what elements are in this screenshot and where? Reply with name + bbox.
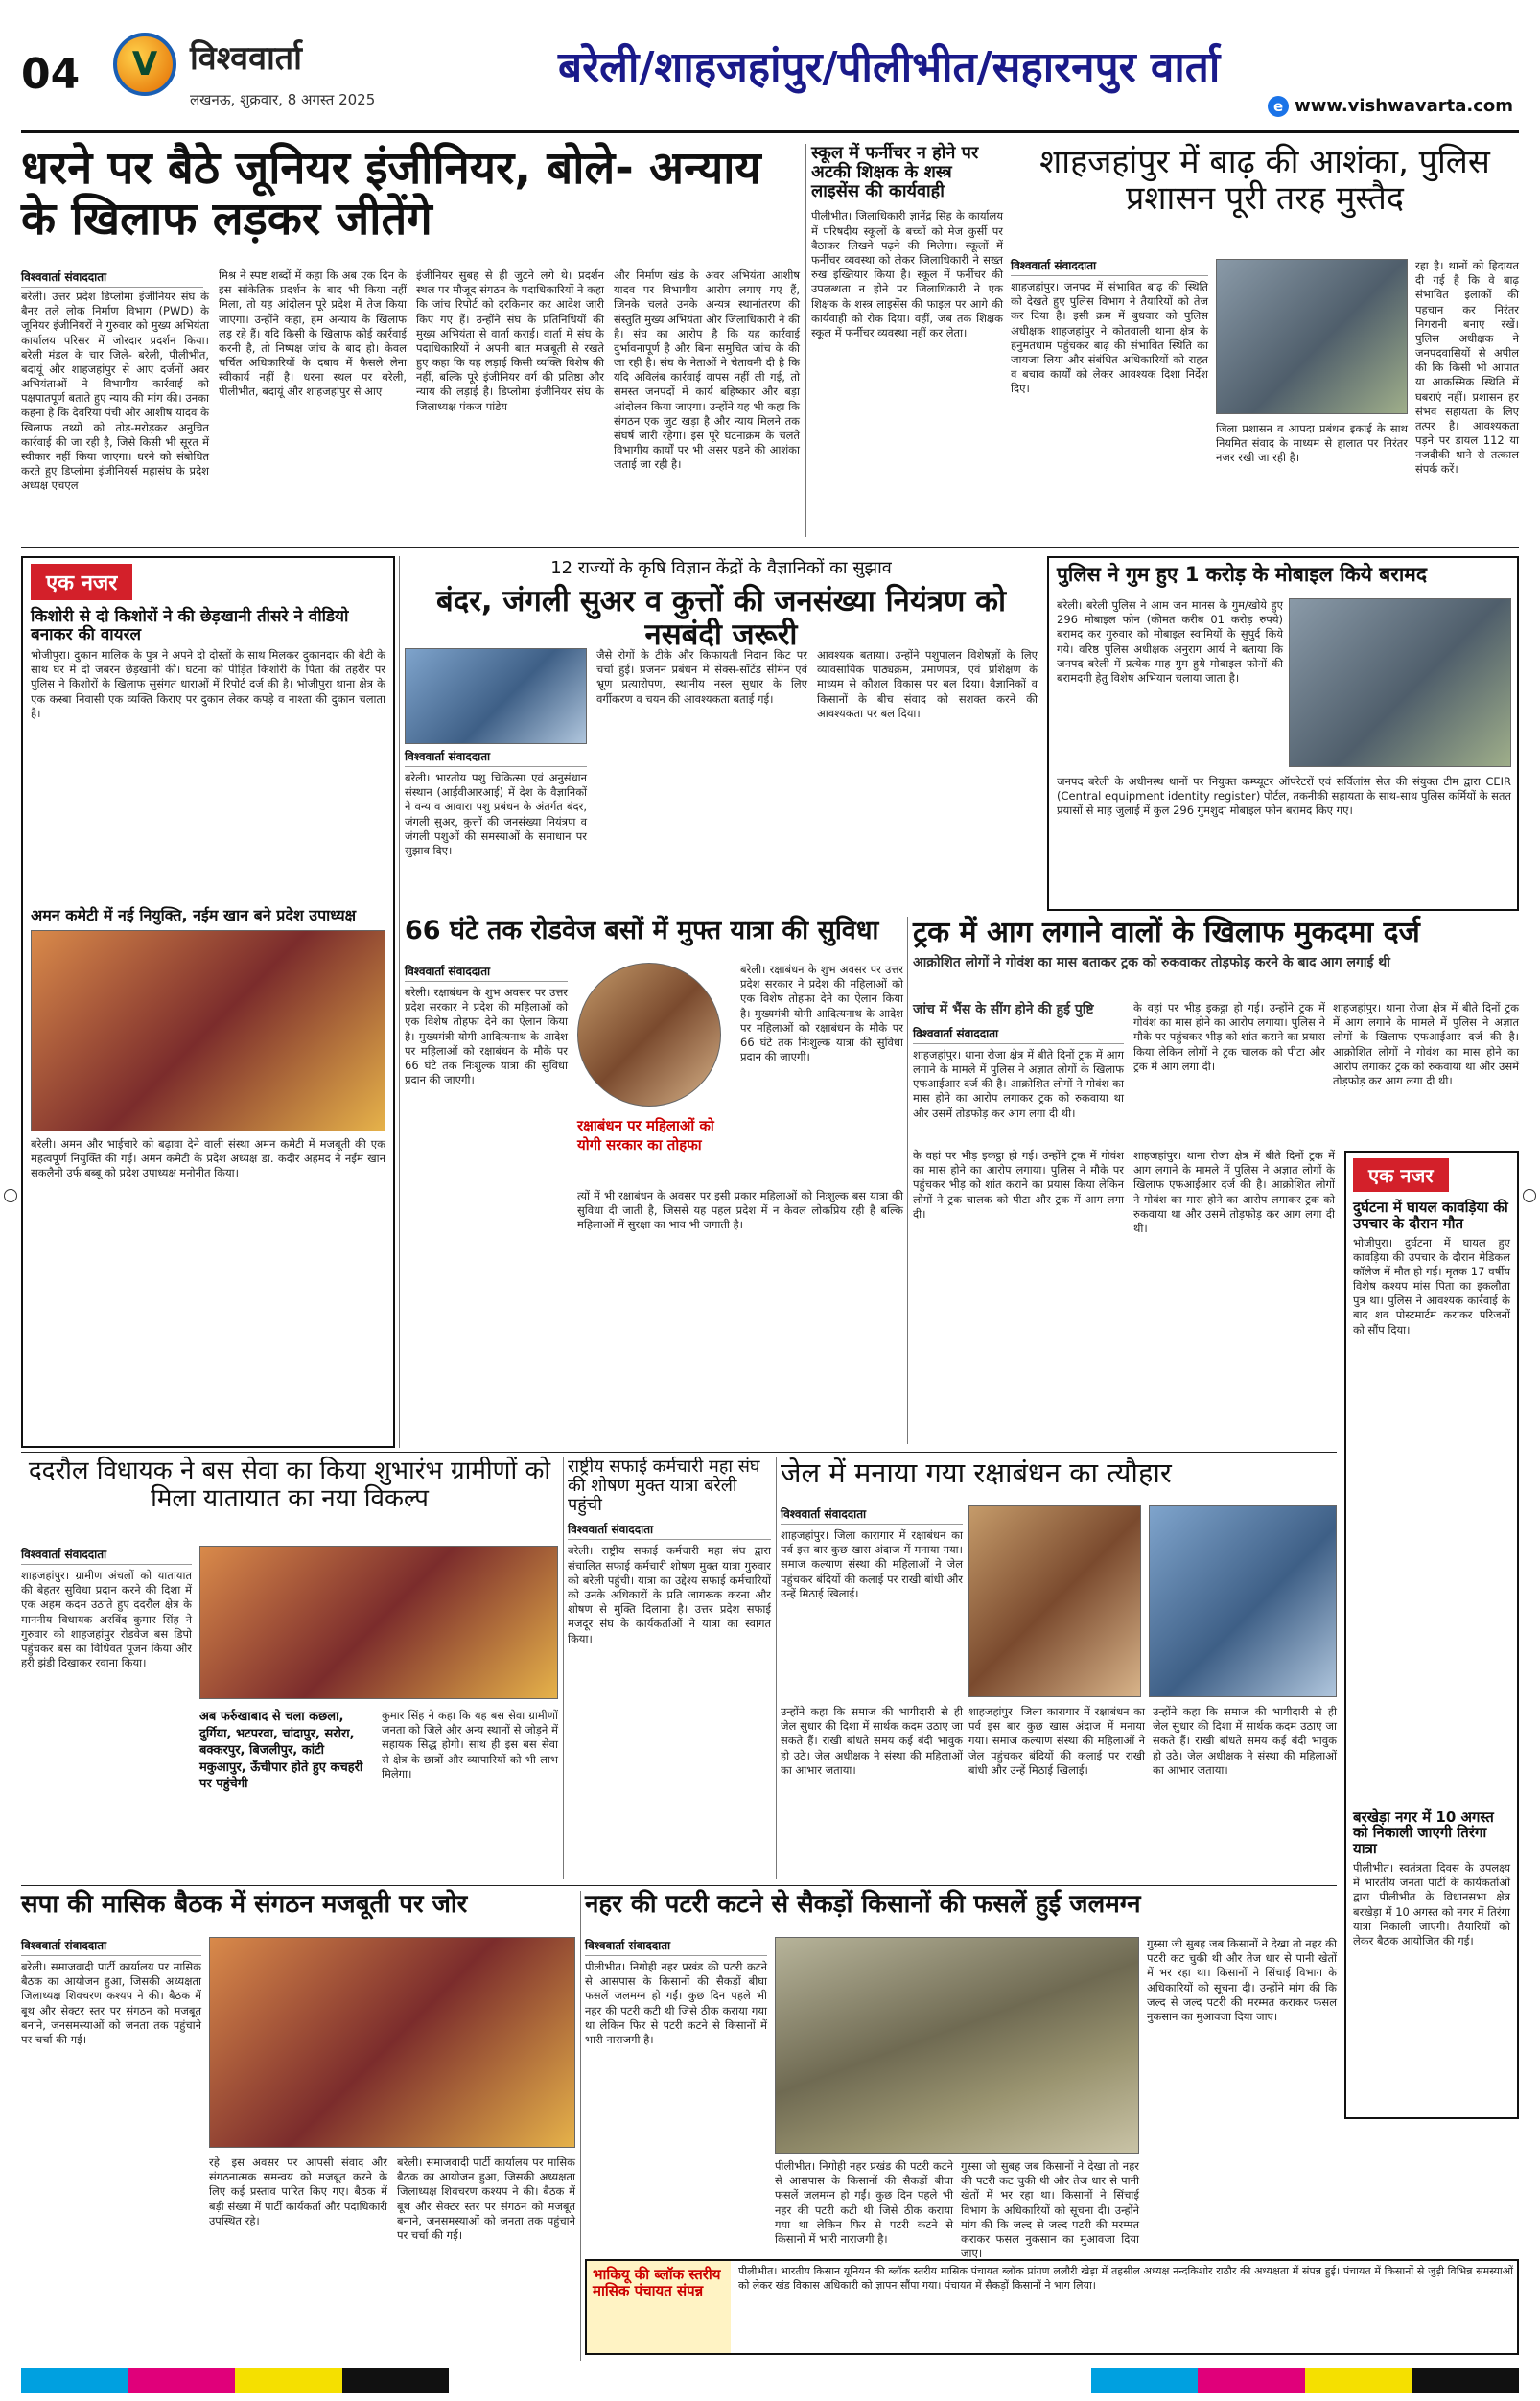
sapa-col-1: [21, 1937, 201, 2359]
safai-story: [568, 1457, 771, 1879]
edition-title: बरेली/शाहजहांपुर/पीलीभीत/सहारनपुर वार्ता: [558, 43, 1221, 92]
daddrol-photo: [199, 1546, 558, 1699]
column-rule: [399, 556, 400, 1448]
column-rule: [907, 917, 908, 1444]
sapa-headline: सपा की मासिक बैठक में संगठन मजबूती पर जोर: [21, 1890, 468, 1919]
truck-byline: विश्ववार्ता संवाददाता: [913, 1025, 1124, 1044]
bhakiyu-head-panel: [587, 2261, 731, 2353]
truck-body: शाहजहांपुर। थाना रोजा क्षेत्र में बीते दिनों ट्रक में आग लगाने के मामले में पुलिस ने अज्ञात लोगों के खिलाफ एफआईआर दर्ज की है। आक्रोशित लोगों ने गोवंश का मास होने का आरोप लगाकर ट्रक को रुकवाया था और उसमें तोड़फोड़ कर आग लगा दी थी।: [913, 1047, 1124, 1120]
ek-nazar-2-headline-2: बरखेड़ा नगर में 10 अगस्त को निकाली जाएगी तिरंगा यात्रा: [1353, 1807, 1494, 1858]
truck-body-4: के वहां पर भीड़ इकट्ठा हो गई। उन्होंने ट्रक में गोवंश का मास होने का आरोप लगाया। पुलिस ने मौके पर पहुंचकर भीड़ को शांत कराने का प्रयास किया लेकिन लोगों ने ट्रक चालक को पीटा और ट्रक में आग लगा दी।: [913, 1149, 1124, 1221]
daddrol-head: [21, 1457, 558, 1540]
kvk-byline: विश्ववार्ता संवाददाता: [405, 748, 587, 767]
jail-byline: विश्ववार्ता संवाददाता: [781, 1505, 963, 1525]
daddrol-body: शाहजहांपुर। ग्रामीण अंचलों को यातायात की बेहतर सुविधा प्रदान करने की दिशा में एक अहम कदम उठाते हुए ददरौल क्षेत्र के माननीय विधायक अरविंद कुमार सिंह ने गुरुवार को शाहजहांपुर रोडवेज बस डिपो पहुंचकर बस का विधिवत पूजन किया और हरी झंडी दिखाकर रवाना किया।: [21, 1569, 192, 1670]
roadways-headline: 66 घंटे तक रोडवेज बसों में मुफ्त यात्रा की सुविधा: [405, 916, 879, 945]
daddrol-story: [21, 1546, 558, 1881]
lead-col-4: और निर्माण खंड के अवर अभियंता आशीष यादव पर विभागीय आरोप लगाए गए हैं, जिनके चलते उनके अन्यत्र स्थानांतरण की संस्तुति मुख्य अभियंता और जिलाधिकारी ने की है। संघ का आरोप है कि यह कार्रवाई दुर्भावनापूर्ण है और बिना समुचित जांच के की जा रही है। संघ के नेताओं ने चेतावनी दी है कि यदि अविलंब कार्रवाई वापस नहीं ली गई, तो समस्त जनपदों में कार्य बहिष्कार और बड़ा आंदोलन किया जाएगा। उन्होंने यह भी कहा कि संगठन एक जुट खड़ा है और न्याय मिलने तक संघर्ष जारी रहेगा। इस पूरे घटनाक्रम के चलते विभागीय कार्यों पर भी असर पड़ने की आशंका जताई जा रही है।: [614, 268, 800, 472]
swatch-black: [342, 2368, 450, 2393]
sapa-story: [21, 1937, 575, 2359]
truck-story-top: [913, 1001, 1519, 1145]
swatch-magenta: [128, 2368, 236, 2393]
sapa-body-2: रहे। इस अवसर पर आपसी संवाद और संगठनात्मक समन्वय को मजबूत करने के लिए कई प्रस्ताव पारित किए गए। बैठक में बड़ी संख्या में पार्टी कार्यकर्ता और पदाधिकारी उपस्थित रहे।: [209, 2156, 387, 2227]
roadways-body-3: बरेली। रक्षाबंधन के शुभ अवसर पर उत्तर प्रदेश सरकार ने प्रदेश की महिलाओं को एक विशेष तोहफा देने का ऐलान किया है। मुख्यमंत्री योगी आदित्यनाथ के आदेश पर महिलाओं को रक्षाबंधन के मौके पर 66 घंटे तक निःशुल्क यात्रा की सुविधा प्रदान की जाएगी।: [740, 963, 903, 1064]
mobile-headline: पुलिस ने गुम हुए 1 करोड़ के मोबाइल किये बरामद: [1057, 563, 1427, 586]
canal-body-3: पीलीभीत। निगोही नहर प्रखंड की पटरी कटने से आसपास के किसानों की सैकड़ों बीघा फसलें जलमग्न हो गईं। कुछ दिन पहले भी नहर की पटरी कटी थी जिसे ठीक कराया गया था लेकिन फिर से पटरी कटने से किसानों में भारी नाराजगी है।: [775, 2159, 953, 2246]
registration-mark: [4, 1189, 17, 1202]
lead-byline: विश्ववार्ता संवाददाता: [21, 268, 203, 288]
flood-col-1: [1011, 257, 1208, 537]
canal-body-4: गुस्सा जी सुबह जब किसानों ने देखा तो नहर की पटरी कट चुकी थी और तेज धार से पानी खेतों में भर रहा था। किसानों ने सिंचाई विभाग के अधिकारियों को सूचना दी। उन्होंने मांग की कि जल्द से जल्द पटरी की मरम्मत कराकर फसल नुकसान का मुआवजा दिया जाए।: [961, 2159, 1139, 2261]
truck-headline: ट्रक में आग लगाने वालों के खिलाफ मुकदमा दर्ज: [913, 916, 1420, 949]
mobile-story-box: [1047, 556, 1519, 911]
mobile-body-1: बरेली। बरेली पुलिस ने आम जन मानस के गुम/खोये हुए 296 मोबाइल फोन (कीमत करीब 01 करोड़ रुपये) बरामद कर गुरुवार को मोबाइल स्वामियों के सुपुर्द किये गये। वरिष्ठ पुलिस अधीक्षक अनुराग आर्य ने बताया कि जनपद बरेली में प्रत्येक माह गुम हुये मोबाइल फोनों की बरामदगी हेतु विशेष अभियान चलाया जाता है।: [1057, 598, 1283, 685]
jail-photo-1: [968, 1505, 1141, 1697]
safai-headline: राष्ट्रीय सफाई कर्मचारी महा संघ की शोषण मुक्त यात्रा बरेली पहुंची: [568, 1457, 760, 1516]
kvk-head: [405, 556, 1038, 652]
masthead: [21, 13, 1519, 138]
registration-mark: [1523, 1189, 1536, 1202]
canal-head: [585, 1891, 1337, 1933]
kvk-col-1: [405, 748, 587, 907]
flood-body-3: रहा है। थानों को हिदायत दी गई है कि वे बाढ़ संभावित इलाकों की पहचान कर निरंतर निगरानी बनाए रखें। पुलिस अधीक्षक ने जनपदवासियों से अपील की कि किसी भी आपात या आकस्मिक स्थिति में घबराएं नहीं। प्रशासन हर संभव सहायता के लिए तत्पर है। आवश्यकता पड़ने पर डायल 112 या नजदीकी थाने से तत्काल संपर्क करें।: [1415, 259, 1519, 477]
swatch-yellow: [1305, 2368, 1412, 2393]
daddrol-headline: ददरौल विधायक ने बस सेवा का किया शुभारंभ ग्रामीणों को मिला यातायात का नया विकल्प: [28, 1457, 551, 1514]
jail-col-1: [781, 1505, 963, 1697]
swatch-cyan: [1091, 2368, 1199, 2393]
roadways-byline: विश्ववार्ता संवाददाता: [405, 963, 568, 982]
swatch-black: [1412, 2368, 1519, 2393]
canal-headline: नहर की पटरी कटने से सैकड़ों किसानों की फसलें हुई जलमग्न: [585, 1890, 1141, 1919]
swatch-cyan: [21, 2368, 128, 2393]
school-story: [811, 144, 1003, 537]
kvk-kicker: 12 राज्यों के कृषि विज्ञान केंद्रों के वैज्ञानिकों का सुझाव: [550, 558, 892, 578]
flood-body-2: जिला प्रशासन व आपदा प्रबंधन इकाई के साथ नियमित संवाद के माध्यम से हालात पर निरंतर नजर रखी जा रही है।: [1216, 422, 1408, 465]
jail-body-3: शाहजहांपुर। जिला कारागार में रक्षाबंधन का पर्व इस बार कुछ खास अंदाज में मनाया गया। समाज कल्याण संस्था की महिलाओं ने जेल पहुंचकर बंदियों की कलाई पर राखी बांधी और उन्हें मिठाई खिलाई।: [968, 1705, 1145, 1777]
truck-story-bottom: [913, 1149, 1335, 1442]
bhakiyu-box: [585, 2259, 1519, 2355]
truck-body-5: शाहजहांपुर। थाना रोजा क्षेत्र में बीते दिनों ट्रक में आग लगाने के मामले में पुलिस ने अज्ञात लोगों के खिलाफ एफआईआर दर्ज की है। आक्रोशित लोगों ने गोवंश का मास होने का आरोप लगाकर ट्रक को रुकवाया था और उसमें तोड़फोड़ कर आग लगा दी थी।: [1133, 1149, 1335, 1235]
truck-body-3: शाहजहांपुर। थाना रोजा क्षेत्र में बीते दिनों ट्रक में आग लगाने के मामले में पुलिस ने अज्ञात लोगों के खिलाफ एफआईआर दर्ज की है। आक्रोशित लोगों ने गोवंश का मास होने का आरोप लगाकर ट्रक को रुकवाया था और उसमें तोड़फोड़ कर आग लगा दी थी।: [1333, 1001, 1519, 1087]
divider: [21, 547, 1519, 548]
truck-kicker: आक्रोशित लोगों ने गोवंश का मास बताकर ट्रक को रुकवाकर तोड़फोड़ करने के बाद आग लगाई थी: [913, 954, 1390, 970]
flood-byline: विश्ववार्ता संवाददाता: [1011, 257, 1208, 276]
page-number: 04: [21, 50, 81, 99]
roadways-body-2: त्यों में भी रक्षाबंधन के अवसर पर इसी प्रकार महिलाओं को निःशुल्क बस यात्रा की सुविधा दी जाती है, जिससे यह पहल प्रदेश में न केवल लोकप्रिय रही है बल्कि महिलाओं में सुरक्षा का भाव भी जगाती है।: [577, 1189, 903, 1232]
daddrol-route-quote: अब फर्रुखाबाद से चला कछला, दुर्गिया, भटपरवा, चांदापुर, सरोरा, बक्करपुर, बिजलीपुर, कांटी मकुआपुर, ऊँचीपार होते हुए कचहरी पर पहुंचेगी: [199, 1710, 363, 1792]
canal-story: [585, 1937, 1337, 2261]
jail-photo-2: [1149, 1505, 1337, 1697]
kvk-story: [405, 648, 1038, 907]
globe-icon: e: [1268, 96, 1289, 117]
lead-col-1: बरेली। उत्तर प्रदेश डिप्लोमा इंजीनियर संघ के बैनर तले लोक निर्माण विभाग (PWD) के जूनियर इंजीनियरों ने गुरुवार को मुख्य अभियंता कार्यालय परिसर में जोरदार प्रदर्शन किया। बरेली मंडल के चार जिले- बरेली, पीलीभीत, बदायूं और शाहजहांपुर से आए दर्जनों अवर अभियंताओं ने विभागीय कार्रवाई को पक्षपातपूर्ण बताते हुए न्याय की मांग की। उनका कहना है कि देवरिया पंची और आशीष यादव के खिलाफ तथ्यों को तोड़-मरोड़कर अनुचित कार्रवाई की जा रही है, जिसे किसी भी सूरत में स्वीकार नहीं किया जाएगा। धरने को संबोधित करते हुए डिप्लोमा इंजीनियर्स महासंघ के प्रदेश अध्यक्ष एचएल: [21, 290, 209, 493]
ek-nazar-1-body-2: बरेली। अमन और भाईचारे को बढ़ावा देने वाली संस्था अमन कमेटी में मजबूती की एक महत्वपूर्ण नियुक्ति की गई। अमन कमेटी के प्रदेश अध्यक्ष डा. कदीर अहमद ने नईम खान सकलैनी उर्फ बब्बू को प्रदेश उपाध्यक्ष मनोनीत किया।: [31, 1136, 385, 1180]
truck-col-1: [913, 1001, 1124, 1145]
daddrol-byline: विश्ववार्ता संवाददाता: [21, 1546, 192, 1565]
flood-body-1: शाहजहांपुर। जनपद में संभावित बाढ़ की स्थिति को देखते हुए पुलिस विभाग ने तैयारियों को तेज कर दिया है। इसी क्रम में बुधवार को पुलिस अधीक्षक शाहजहांपुर ने कोतवाली थाना क्षेत्र के हनुमतधाम पहुंचकर बाढ़ की संभावित स्थिति का जायजा लिया और संबंधित अधिकारियों को राहत व बचाव कार्यों को लेकर आवश्यक दिशा निर्देश दिए।: [1011, 280, 1208, 396]
canal-body-2: गुस्सा जी सुबह जब किसानों ने देखा तो नहर की पटरी कट चुकी थी और तेज धार से पानी खेतों में भर रहा था। किसानों ने सिंचाई विभाग के अधिकारियों को सूचना दी। उन्होंने मांग की कि जल्द से जल्द पटरी की मरम्मत कराकर फसल नुकसान का मुआवजा दिया जाए।: [1147, 1937, 1337, 2023]
ek-nazar-tag-2: एक नजर: [1353, 1158, 1449, 1192]
bhakiyu-body: पीलीभीत। भारतीय किसान यूनियन की ब्लॉक स्तरीय मासिक पंचायत ब्लॉक प्रांगण ललौरी खेड़ा में तहसील अध्यक्ष नन्दकिशोर राठौर की अध्यक्षता में संपन्न हुई। पंचायत में किसानों से जुड़ी विभिन्न समस्याओं को लेकर खंड विकास अधिकारी को ज्ञापन सौंपा गया। पंचायत में सैकड़ों किसानों ने भाग लिया।: [738, 2265, 1513, 2292]
lead-col-2: मिश्र ने स्पष्ट शब्दों में कहा कि अब एक दिन के इस सांकेतिक प्रदर्शन के बाद भी किया नहीं मिला, तो यह आंदोलन पूरे प्रदेश में तेज किया जाएगा। उन्होंने कहा, हम अन्याय के खिलाफ लड़ रहे हैं। यदि किसी के खिलाफ कोई कार्रवाई करनी है, तो निष्पक्ष जांच के बाद हो। केवल चर्चित अधिकारियों के दबाव में फैसले लेना स्वीकार्य नहीं है। धरना स्थल पर बरेली, पीलीभीत, बदायूं और शाहजहांपुर से आए: [219, 268, 407, 399]
flood-headline-box: [1011, 144, 1519, 257]
safai-byline: विश्ववार्ता संवाददाता: [568, 1521, 771, 1540]
mobile-body-2: जनपद बरेली के अधीनस्थ थानों पर नियुक्त कम्प्यूटर ऑपरेटरों एवं सर्विलांस सेल की संयुक्त टीम द्वारा CEIR (Central equipment identity register) पोर्टल, तकनीकी सहायता के साथ-साथ पुलिस कर्मियों के सतत प्रयासों से माह जुलाई में कुल 296 गुमशुदा मोबाइल फोन बरामद किए गए।: [1057, 775, 1511, 818]
aman-committee-photo: [31, 930, 385, 1131]
roadways-head: [405, 917, 903, 955]
column-rule: [776, 1457, 777, 1879]
school-body: पीलीभीत। जिलाधिकारी ज्ञानेंद्र सिंह के कार्यालय में परिषदीय स्कूलों के बच्चों को मेज कुर्सी पर बैठाकर लिखने पढ़ने की मिलेगा। स्कूलों में फर्नीचर व्यवस्था को लेकर जिलाधिकारी ने सख्त रुख इख्तियार किया है। स्कूल में फर्नीचर की उपलब्धता न होने पर जिलाधिकारी ने एक शिक्षक के शस्त्र लाइसेंस की फाइल पर आगे की कार्यवाही को रोक दिया। वहीं, जब तक शिक्षक स्कूल में फर्नीचर व्यवस्था नहीं कर लेता।: [811, 209, 1003, 339]
divider: [21, 1452, 1337, 1453]
sapa-byline: विश्ववार्ता संवाददाता: [21, 1937, 201, 1956]
brand-name: विश्ववार्ता: [190, 39, 302, 78]
place-date: लखनऊ, शुक्रवार, 8 अगस्त 2025: [190, 91, 376, 108]
kvk-body-3: आवश्यक बताया। उन्होंने पशुपालन विशेषज्ञों के लिए व्यावसायिक पाठ्यक्रम, प्रमाणपत्र, एवं प्रशिक्षण के माध्यम से कौशल विकास पर बल दिया। वैज्ञानिकों व किसानों के बीच संवाद को सशक्त करने की आवश्यकता पर बल दिया।: [817, 648, 1038, 720]
kvk-headline: बंदर, जंगली सुअर व कुत्तों की जनसंख्या नियंत्रण को नसबंदी जरूरी: [436, 584, 1006, 652]
canal-body: पीलीभीत। निगोही नहर प्रखंड की पटरी कटने से आसपास के किसानों की सैकड़ों बीघा फसलें जलमग्न हो गईं। कुछ दिन पहले भी नहर की पटरी कटी थी जिसे ठीक कराया गया था लेकिन फिर से पटरी कटने से किसानों में भारी नाराजगी है।: [585, 1960, 767, 2046]
jail-headline: जेल में मनाया गया रक्षाबंधन का त्यौहार: [781, 1457, 1172, 1489]
swatch-yellow: [235, 2368, 342, 2393]
swatch-magenta: [1198, 2368, 1305, 2393]
ek-nazar-1-headline: किशोरी से दो किशोरों ने की छेड़खानी तीसरे ने वीडियो बनाकर की वायरल: [31, 607, 349, 645]
mobile-photo: [1289, 598, 1511, 767]
roadways-story: [405, 963, 903, 1442]
divider: [21, 1885, 1337, 1886]
canal-col-1: [585, 1937, 767, 2253]
ek-nazar-2-headline: दुर्घटना में घायल कावड़िया की उपचार के दौरान मौत: [1353, 1199, 1508, 1232]
ek-nazar-1-headline-2: अमन कमेटी में नई नियुक्ति, नईम खान बने प्रदेश उपाध्यक्ष: [31, 906, 357, 925]
truck-head: [913, 917, 1519, 995]
safai-body: बरेली। राष्ट्रीय सफाई कर्मचारी महा संघ द्वारा संचालित सफाई कर्मचारी शोषण मुक्त यात्रा गुरुवार को बरेली पहुंची। यात्रा का उद्देश्य सफाई कर्मचारियों को उनके अधिकारों के प्रति जागरूक करना और शोषण से मुक्ति दिलाना है। उत्तर प्रदेश सफाई मजदूर संघ के कार्यकर्ताओं ने यात्रा का स्वागत किया।: [568, 1544, 771, 1645]
lead-headline-box: [21, 144, 800, 259]
header-rule: [21, 130, 1519, 133]
sapa-photo: [209, 1937, 575, 2148]
flood-headline: शाहजहांपुर में बाढ़ की आशंका, पुलिस प्रशासन पूरी तरह मुस्तैद: [1039, 143, 1490, 219]
daddrol-col-1: [21, 1546, 192, 1881]
roadways-pull-quote: रक्षाबंधन पर महिलाओं को योगी सरकार का तोहफा: [577, 1117, 714, 1154]
roadways-col-1: [405, 963, 568, 1442]
truck-side-note: जांच में भैंस के सींग होने की हुई पुष्टि: [913, 1002, 1094, 1017]
kvk-photo: [405, 648, 587, 744]
kvk-body-2: जैसे रोगों के टीके और किफायती निदान किट पर चर्चा हुई। प्रजनन प्रबंधन में सेक्स-सॉर्टेड सीमेन एवं भ्रूण प्रत्यारोपण, स्थानीय नस्ल सुधार के लिए वर्गीकरण व चयन की आवश्यकता बताई गई।: [596, 648, 807, 706]
roadways-body: बरेली। रक्षाबंधन के शुभ अवसर पर उत्तर प्रदेश सरकार ने प्रदेश की महिलाओं को एक विशेष तोहफा देने का ऐलान किया है। मुख्यमंत्री योगी आदित्यनाथ के आदेश पर महिलाओं को रक्षाबंधन के मौके पर 66 घंटे तक निःशुल्क यात्रा की सुविधा प्रदान की जाएगी।: [405, 986, 568, 1087]
truck-body-2: के वहां पर भीड़ इकट्ठा हो गई। उन्होंने ट्रक में गोवंश का मास होने का आरोप लगाया। पुलिस ने मौके पर पहुंचकर भीड़ को शांत कराने का प्रयास किया लेकिन लोगों ने ट्रक चालक को पीटा और ट्रक में आग लगा दी।: [1133, 1001, 1325, 1073]
website-link[interactable]: [1268, 96, 1513, 117]
color-bar: [21, 2368, 1519, 2393]
flood-photo: [1216, 259, 1408, 414]
ek-nazar-2-body-2: पीलीभीत। स्वतंत्रता दिवस के उपलक्ष्य में भारतीय जनता पार्टी के कार्यकर्ताओं द्वारा पीलीभीत के विधानसभा क्षेत्र बरखेड़ा में 10 अगस्त को नगर में तिरंगा यात्रा निकाली जाएगी। तैयारियों को लेकर बैठक आयोजित की गई।: [1353, 1860, 1510, 1947]
column-rule: [805, 144, 806, 537]
column-rule: [563, 1457, 564, 1879]
lead-col-3: इंजीनियर सुबह से ही जुटने लगे थे। प्रदर्शन स्थल पर मौजूद संगठन के पदाधिकारियों ने कहा कि जांच रिपोर्ट को दरकिनार कर आदेश जारी किए गए हैं। उन्होंने संघ के प्रतिनिधियों की मुख्य अभियंता से वार्ता कराई। वार्ता में संघ के पदाधिकारियों ने अपनी बात मजबूती से रखते हुए कहा कि यह लड़ाई किसी व्यक्ति विशेष की नहीं, बल्कि पूरे इंजीनियर वर्ग की प्रतिष्ठा और न्याय की लड़ाई है। डिप्लोमा इंजीनियर संघ के जिलाध्यक्ष पंकज पांडेय: [416, 268, 604, 413]
jail-body-2: उन्होंने कहा कि समाज की भागीदारी से ही जेल सुधार की दिशा में सार्थक कदम उठाए जा सकते हैं। राखी बांधते समय कई बंदी भावुक हो उठे। जेल अधीक्षक ने संस्था की महिलाओं का आभार जताया।: [781, 1705, 963, 1777]
column-rule: [580, 1891, 581, 2361]
jail-head: [781, 1457, 1337, 1500]
ek-nazar-1-body: भोजीपुरा। दुकान मालिक के पुत्र ने अपने दो दोस्तों के साथ मिलकर दुकानदार की बेटी के साथ घर में दो जबरन छेड़खानी की। घटना को पीड़ित किशोरी के पिता की तहरीर पर पुलिस ने किशोरों के खिलाफ सुसंगत धाराओं में रिपोर्ट दर्ज की है। भोजीपुरा थाना क्षेत्र के एक कस्बा निवासी एक व्यक्ति किराए पर दुकान लेकर कपड़े व नाश्ता की दुकान चलाता है।: [31, 648, 385, 720]
kvk-body-1: बरेली। भारतीय पशु चिकित्सा एवं अनुसंधान संस्थान (आईवीआरआई) में देश के वैज्ञानिकों ने वन्य व आवारा पशु प्रबंधन के अंतर्गत बंदर, जंगली सुअर, कुत्तों की जनसंख्या नियंत्रण व जंगली पशुओं की समस्याओं के समाधान पर सुझाव दिए।: [405, 771, 587, 857]
jail-body: शाहजहांपुर। जिला कारागार में रक्षाबंधन का पर्व इस बार कुछ खास अंदाज में मनाया गया। समाज कल्याण संस्था की महिलाओं ने जेल पहुंचकर बंदियों की कलाई पर राखी बांधी और उन्हें मिठाई खिलाई।: [781, 1528, 963, 1600]
logo-emblem: V: [113, 33, 176, 96]
jail-body-4: उन्होंने कहा कि समाज की भागीदारी से ही जेल सुधार की दिशा में सार्थक कदम उठाए जा सकते हैं। राखी बांधते समय कई बंदी भावुक हो उठे। जेल अधीक्षक ने संस्था की महिलाओं का आभार जताया।: [1153, 1705, 1337, 1777]
bhakiyu-headline: भाकियू की ब्लॉक स्तरीय मासिक पंचायत संपन्न: [593, 2266, 721, 2299]
lead-headline: धरने पर बैठे जूनियर इंजीनियर, बोले- अन्याय के खिलाफ लड़कर जीतेंगे: [21, 142, 761, 245]
canal-byline: विश्ववार्ता संवाददाता: [585, 1937, 767, 1956]
ek-nazar-box-1: [21, 556, 395, 1448]
lead-story: [21, 268, 800, 537]
ek-nazar-tag-1: एक नजर: [31, 564, 132, 600]
ek-nazar-box-2: [1344, 1151, 1519, 2119]
yogi-portrait: [577, 963, 721, 1107]
canal-photo: [775, 1937, 1139, 2154]
jail-story: [781, 1505, 1337, 1879]
sapa-body-3: बरेली। समाजवादी पार्टी कार्यालय पर मासिक बैठक का आयोजन हुआ, जिसकी अध्यक्षता जिलाध्यक्ष शिवचरण कश्यप ने की। बैठक में बूथ और सेक्टर स्तर पर संगठन को मजबूत बनाने, जनसमस्याओं को जनता तक पहुंचाने पर चर्चा की गई।: [397, 2156, 575, 2242]
sapa-body: बरेली। समाजवादी पार्टी कार्यालय पर मासिक बैठक का आयोजन हुआ, जिसकी अध्यक्षता जिलाध्यक्ष शिवचरण कश्यप ने की। बैठक में बूथ और सेक्टर स्तर पर संगठन को मजबूत बनाने, जनसमस्याओं को जनता तक पहुंचाने पर चर्चा की गई।: [21, 1960, 201, 2046]
sapa-head: [21, 1891, 575, 1933]
school-headline: स्कूल में फर्नीचर न होने पर अटकी शिक्षक के शस्त्र लाइसेंस की कार्यवाही: [811, 143, 979, 202]
swatch-blank: [449, 2368, 1090, 2393]
ek-nazar-2-body: भोजीपुरा। दुर्घटना में घायल हुए कावड़िया की उपचार के दौरान मेडिकल कॉलेज में मौत हो गई। मृतक 17 वर्षीय विशेष कश्यप मांस पिता का इकलौता पुत्र था। पुलिस ने आवश्यक कार्रवाई के बाद शव पोस्टमार्टम कराकर परिजनों को सौंप दिया।: [1353, 1235, 1510, 1337]
website-text: www.vishwavarta.com: [1295, 96, 1513, 116]
daddrol-body-2: कुमार सिंह ने कहा कि यह बस सेवा ग्रामीणों जनता को जिले और अन्य स्थानों से जोड़ने में सहायक सिद्ध होगी। साथ ही इस बस सेवा से क्षेत्र के छात्रों और व्यापारियों को भी लाभ मिलेगा।: [382, 1709, 558, 1781]
